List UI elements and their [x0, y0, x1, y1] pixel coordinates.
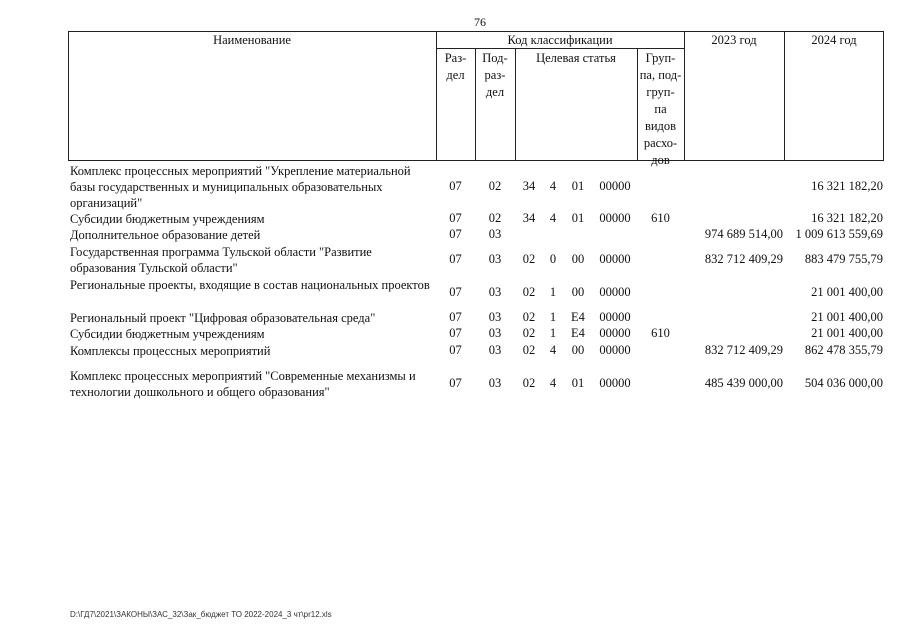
row-name: Субсидии бюджетным учреждениям — [70, 327, 265, 341]
cell-subsection: 03 — [488, 227, 502, 241]
cell-subsection: 02 — [488, 211, 502, 225]
cell-section: 07 — [449, 211, 462, 225]
cell-program: 02 — [522, 326, 536, 340]
table-row — [0, 343, 905, 359]
header-code: Код классификации — [507, 33, 613, 47]
cell-group: 610 — [651, 211, 670, 225]
cell-2024: 21 001 400,00 — [811, 310, 883, 324]
table-row — [0, 310, 905, 326]
cell-subprogram: E4 — [571, 326, 585, 340]
cell-program: 02 — [522, 376, 536, 390]
cell-2024: 862 478 355,79 — [804, 343, 883, 357]
cell-section: 07 — [449, 227, 462, 241]
cell-section: 07 — [449, 310, 462, 324]
cell-subsection: 03 — [488, 343, 502, 357]
divider — [684, 31, 685, 161]
divider — [784, 31, 785, 161]
table-row — [0, 211, 905, 227]
table-row — [0, 244, 905, 276]
cell-2023: 832 712 409,29 — [704, 343, 783, 357]
cell-program: 02 — [522, 252, 536, 266]
table-row — [0, 277, 905, 309]
cell-section: 07 — [449, 285, 462, 299]
table-row — [0, 163, 905, 211]
table-row — [0, 368, 905, 400]
cell-type: 4 — [549, 376, 557, 390]
cell-subprogram: 00 — [571, 252, 585, 266]
cell-2024: 21 001 400,00 — [811, 326, 883, 340]
cell-type: 1 — [549, 310, 557, 324]
cell-subprogram: 00 — [571, 343, 585, 357]
cell-program: 02 — [522, 310, 536, 324]
header-2023: 2023 год — [711, 33, 757, 47]
cell-section: 07 — [449, 179, 462, 193]
table-row — [0, 227, 905, 243]
cell-2024: 21 001 400,00 — [811, 285, 883, 299]
row-name: Комплексы процессных мероприятий — [70, 344, 271, 358]
cell-subprogram: E4 — [571, 310, 585, 324]
cell-type: 4 — [549, 179, 557, 193]
cell-section: 07 — [449, 252, 462, 266]
header-section: Раз- дел — [444, 51, 467, 82]
cell-type: 0 — [549, 252, 557, 266]
cell-subprogram: 01 — [571, 211, 585, 225]
cell-2024: 1 009 613 559,69 — [795, 227, 883, 241]
header-name: Наименование — [213, 33, 291, 47]
cell-2024: 16 321 182,20 — [811, 179, 883, 193]
cell-program: 34 — [522, 179, 536, 193]
cell-type: 1 — [549, 285, 557, 299]
cell-subprogram: 00 — [571, 285, 585, 299]
cell-subsection: 03 — [488, 376, 502, 390]
cell-2023: 832 712 409,29 — [704, 252, 783, 266]
cell-2023: 485 439 000,00 — [704, 376, 783, 390]
cell-2024: 883 479 755,79 — [804, 252, 883, 266]
cell-program: 34 — [522, 211, 536, 225]
cell-subsection: 03 — [488, 310, 502, 324]
cell-2023: 974 689 514,00 — [704, 227, 783, 241]
page-number: 76 — [474, 15, 486, 29]
cell-group: 610 — [651, 326, 670, 340]
cell-type: 4 — [549, 211, 557, 225]
cell-section: 07 — [449, 326, 462, 340]
cell-type: 1 — [549, 326, 557, 340]
file-path-footer: D:\ГД7\2021\ЗАКОНЫ\ЗАС_32\Зак_бюджет ТО 2022-2024_3 чт\pr12.xls — [70, 610, 332, 619]
cell-type: 4 — [549, 343, 557, 357]
row-name: Субсидии бюджетным учреждениям — [70, 212, 265, 226]
row-name: Комплекс процессных мероприятий "Современные механизмы и технологии дошкольного и общего образования" — [70, 369, 416, 399]
cell-subprogram: 01 — [571, 376, 585, 390]
cell-program: 02 — [522, 343, 536, 357]
row-name: Дополнительное образование детей — [70, 228, 261, 242]
row-name: Региональные проекты, входящие в состав национальных проектов — [70, 278, 430, 292]
row-name: Региональный проект "Цифровая образовательная среда" — [70, 311, 376, 325]
cell-subsection: 03 — [488, 285, 502, 299]
header-target: Целевая статья — [536, 51, 616, 65]
cell-direction: 00000 — [599, 179, 631, 193]
cell-direction: 00000 — [599, 310, 631, 324]
cell-program: 02 — [522, 285, 536, 299]
cell-2024: 504 036 000,00 — [804, 376, 883, 390]
cell-subprogram: 01 — [571, 179, 585, 193]
cell-direction: 00000 — [599, 252, 631, 266]
cell-direction: 00000 — [599, 285, 631, 299]
header-group: Груп- па, под- груп- па видов расхо- дов — [639, 51, 682, 167]
cell-subsection: 03 — [488, 326, 502, 340]
row-name: Государственная программа Тульской области "Развитие образования Тульской области" — [70, 245, 372, 275]
cell-section: 07 — [449, 376, 462, 390]
cell-direction: 00000 — [599, 211, 631, 225]
cell-subsection: 02 — [488, 179, 502, 193]
header-2024: 2024 год — [811, 33, 857, 47]
cell-direction: 00000 — [599, 376, 631, 390]
cell-section: 07 — [449, 343, 462, 357]
header-subsection: Под- раз- дел — [482, 51, 508, 99]
cell-direction: 00000 — [599, 326, 631, 340]
cell-subsection: 03 — [488, 252, 502, 266]
cell-2024: 16 321 182,20 — [811, 211, 883, 225]
table-row — [0, 326, 905, 342]
row-name: Комплекс процессных мероприятий "Укрепление материальной базы государственных и муниципальных образовательных организаций" — [70, 164, 411, 210]
cell-direction: 00000 — [599, 343, 631, 357]
